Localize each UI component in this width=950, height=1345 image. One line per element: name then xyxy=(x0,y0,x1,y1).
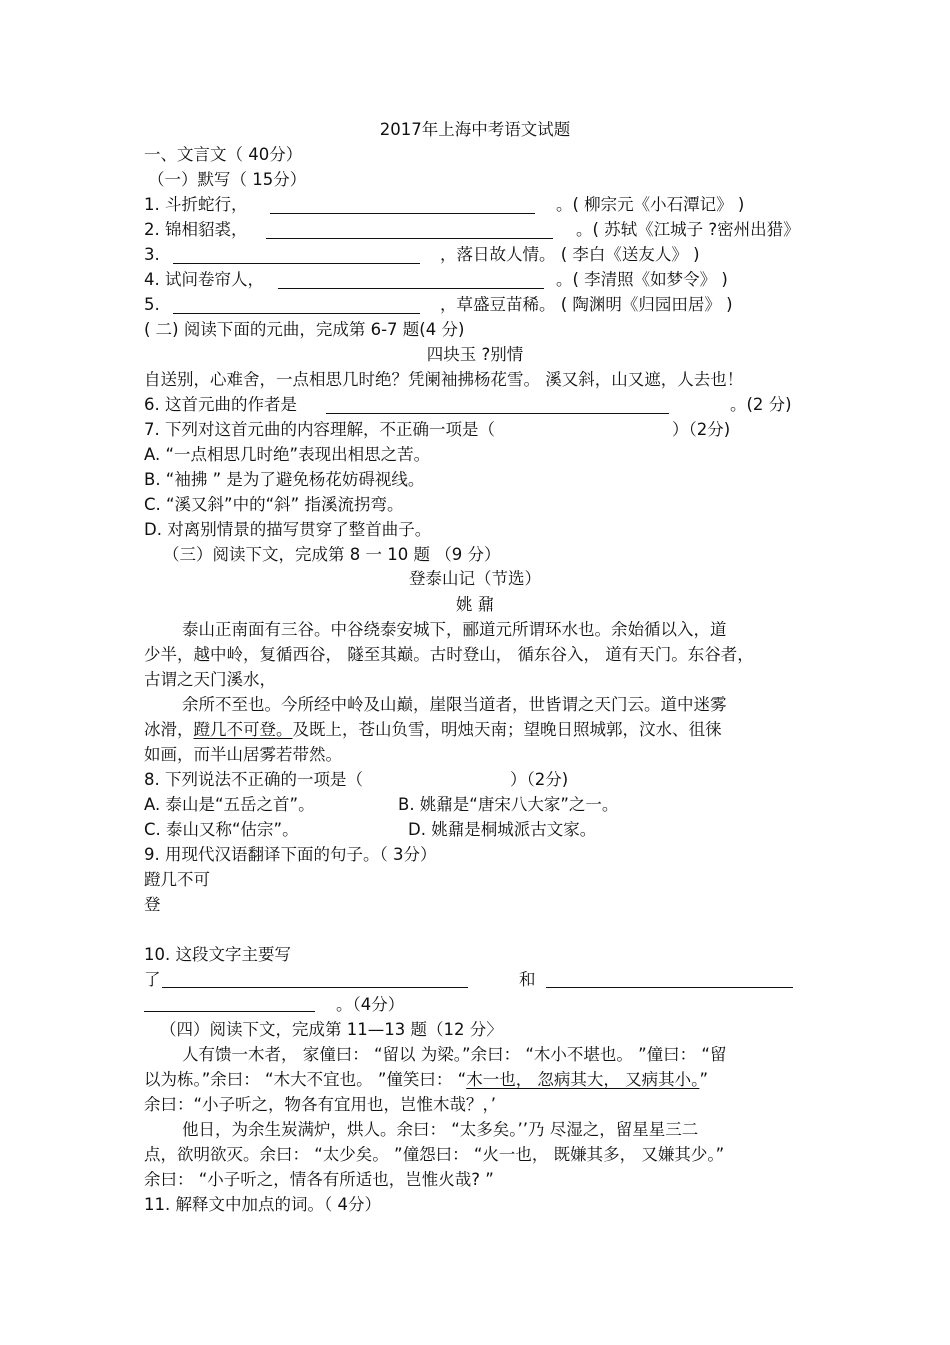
answer-blank[interactable] xyxy=(546,987,793,988)
option-b: B. “袖拂 ” 是为了避免杨花妨碍视线。 xyxy=(144,470,425,489)
subsection-heading-4: （四）阅读下文，完成第 11—13 题（12 分〉 xyxy=(160,1020,503,1039)
question-7-points: ）（2分) xyxy=(672,420,731,439)
story-text: 以为栋。”余曰： “木大不宜也。 ”僮笑曰： “ xyxy=(144,1070,467,1089)
answer-blank[interactable] xyxy=(326,413,669,414)
option-c: C. “溪又斜”中的“斜” 指溪流拐弯。 xyxy=(144,495,404,514)
dictation-item-2-prefix: 2. 锦相貂裘， xyxy=(144,220,248,239)
poem-title: 四块玉 ?别情 xyxy=(426,345,524,364)
question-6-points: 。(2 分) xyxy=(730,395,792,414)
dictation-item-1-suffix: 。( 柳宗元《小石潭记》 ) xyxy=(556,195,745,214)
poem-text: 自送别，心难舍，一点相思几时绝？凭阑袖拂杨花雪。 溪又斜，山又遮，人去也！ xyxy=(144,370,744,389)
story-text: ” xyxy=(699,1070,708,1089)
question-7: 7. 下列对这首元曲的内容理解，不正确一项是（ xyxy=(144,420,495,439)
story-line: 人有馈一木者， 家僮曰： “留以 为梁。”余曰： “木小不堪也。 ”僮曰： “留 xyxy=(182,1045,727,1064)
answer-blank[interactable] xyxy=(144,1011,315,1012)
section-heading-1: 一、文言文（ 40分） xyxy=(144,145,303,164)
underlined-sentence: 木一也， 忽病其大， 又病其小。 xyxy=(466,1070,700,1089)
essay-line: 余所不至也。今所经中岭及山巅，崖限当道者，世皆谓之天门云。道中迷雾 xyxy=(182,695,727,714)
essay-title: 登泰山记（节选） xyxy=(409,569,541,588)
page-title: 2017年上海中考语文试题 xyxy=(379,120,571,139)
option-a: A. “一点相思几时绝”表现出相思之苦。 xyxy=(144,445,431,464)
essay-text: 及既上，苍山负雪，明烛天南；望晚日照城郭，汶水、徂徕 xyxy=(292,720,722,739)
essay-line: 泰山正南面有三谷。中谷绕泰安城下，郦道元所谓环水也。余始循以入，道 xyxy=(182,620,727,639)
option-c: C. 泰山又称“估宗”。 xyxy=(144,820,299,839)
answer-blank[interactable] xyxy=(266,238,553,239)
essay-author: 姚 鼐 xyxy=(455,595,495,614)
dictation-item-4-suffix: 。( 李清照《如梦令》 ) xyxy=(556,270,728,289)
answer-blank[interactable] xyxy=(270,213,535,214)
story-line: 余曰： “小子听之，情各有所适也，岂惟火哉? ” xyxy=(144,1170,494,1189)
question-11: 11. 解释文中加点的词。（ 4分） xyxy=(144,1195,381,1214)
essay-line: 古谓之天门溪水， xyxy=(144,670,276,689)
subsection-heading-3: （三）阅读下文，完成第 8 一 10 题 （9 分） xyxy=(163,545,501,564)
question-10-text: 和 xyxy=(519,970,536,989)
story-line: 点，欲明欲灭。余曰： “太少矣。 ”僮怨曰： “火一也， 既嫌其多， 又嫌其少。” xyxy=(144,1145,725,1164)
question-9: 9. 用现代汉语翻译下面的句子。（ 3分） xyxy=(144,845,437,864)
option-d: D. 对离别情景的描写贯穿了整首曲子。 xyxy=(144,520,432,539)
essay-text: 冰滑， xyxy=(144,720,194,739)
dictation-item-1-prefix: 1. 斗折蛇行， xyxy=(144,195,248,214)
story-line: 余曰：“小子听之，物各有宜用也，岂惟木哉？，’ xyxy=(144,1095,497,1114)
option-b: B. 姚鼐是“唐宋八大家”之一。 xyxy=(398,795,619,814)
question-6: 6. 这首元曲的作者是 xyxy=(144,395,297,414)
answer-blank[interactable] xyxy=(173,263,420,264)
option-a: A. 泰山是“五岳之首”。 xyxy=(144,795,315,814)
underlined-sentence: 蹬几不可登。 xyxy=(193,720,293,739)
question-8: 8. 下列说法不正确的一项是（ xyxy=(144,770,363,789)
essay-line xyxy=(144,718,722,742)
question-10-text: 了 xyxy=(144,970,161,989)
essay-line: 少半，越中岭，复循西谷， 隧至其巅。古时登山， 循东谷入， 道有天门。东谷者， xyxy=(144,645,754,664)
story-line xyxy=(144,1068,708,1092)
essay-line: 如画，而半山居雾若带然。 xyxy=(144,745,342,764)
subsection-heading-1: （一）默写（ 15分） xyxy=(148,170,307,189)
translate-sentence: 登 xyxy=(144,895,161,914)
answer-blank[interactable] xyxy=(173,313,420,314)
dictation-item-5-suffix: ，草盛豆苗稀。 ( 陶渊明《归园田居》 ) xyxy=(440,295,733,314)
subsection-heading-2: ( 二) 阅读下面的元曲，完成第 6-7 题(4 分) xyxy=(144,320,465,339)
answer-blank[interactable] xyxy=(162,987,468,988)
dictation-item-3-suffix: ，落日故人情。 ( 李白《送友人》 ) xyxy=(440,245,700,264)
dictation-item-4-prefix: 4. 试问卷帘人， xyxy=(144,270,264,289)
question-10: 10. 这段文字主要写 xyxy=(144,945,291,964)
dictation-item-2-suffix: 。( 苏轼《江城子 ?密州出猎》 xyxy=(576,220,800,239)
story-line: 他日，为余生炭满炉，烘人。余曰： “太多矣。’’乃 尽湿之，留星星三二 xyxy=(182,1120,699,1139)
dictation-item-5-prefix: 5. xyxy=(144,295,160,314)
question-10-points: 。（4分） xyxy=(336,995,405,1014)
answer-blank[interactable] xyxy=(278,288,544,289)
option-d: D. 姚鼐是桐城派古文家。 xyxy=(408,820,597,839)
question-8-points: ）（2分) xyxy=(510,770,569,789)
dictation-item-3-prefix: 3. xyxy=(144,245,160,264)
translate-sentence: 蹬几不可 xyxy=(144,870,210,889)
